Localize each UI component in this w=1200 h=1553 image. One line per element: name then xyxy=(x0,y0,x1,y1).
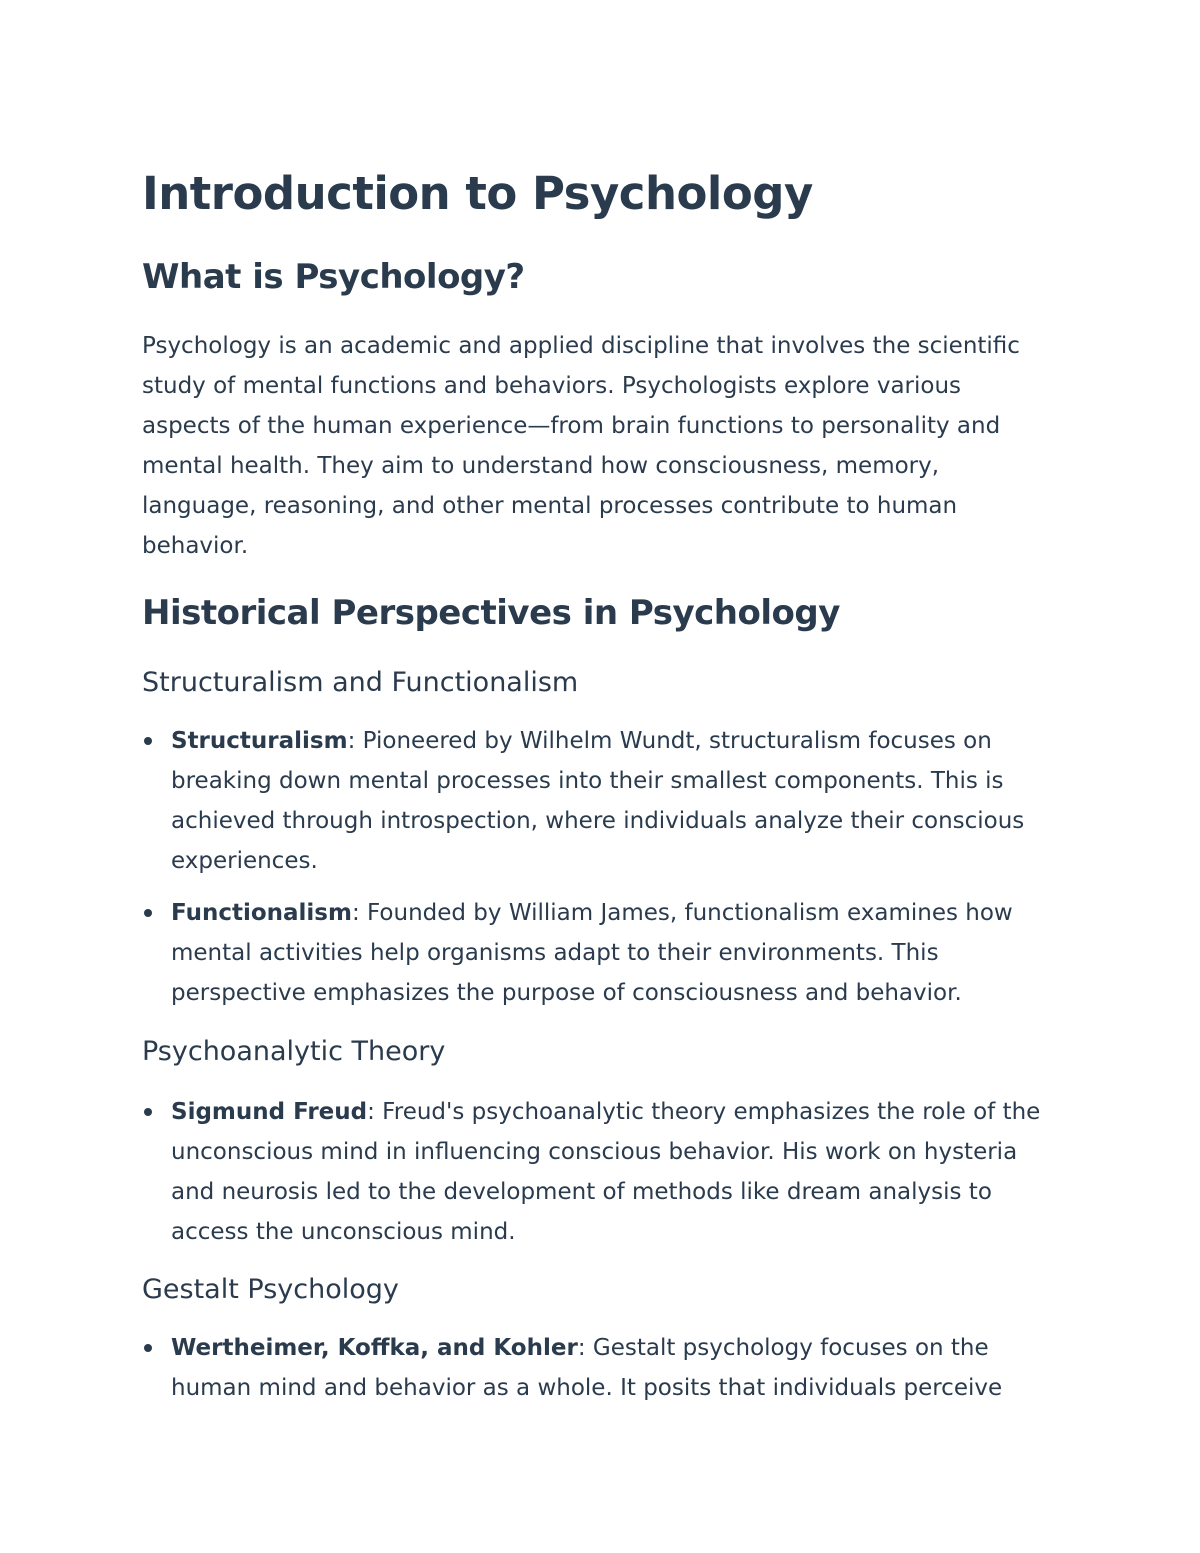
list-item-term: Structuralism xyxy=(171,728,348,754)
list-item-text: : Gestalt psychology focuses on the human mind and behavior as a whole. It posits that individuals perceive xyxy=(171,1335,1003,1401)
list-item-term: Sigmund Freud xyxy=(171,1099,368,1125)
subheading-psychoanalytic-theory: Psychoanalytic Theory xyxy=(142,1036,446,1067)
heading-what-is-psychology: What is Psychology? xyxy=(142,257,525,297)
list-structuralism-functionalism xyxy=(142,721,1062,1013)
heading-historical-perspectives: Historical Perspectives in Psychology xyxy=(142,593,840,633)
list-item xyxy=(142,893,1062,1013)
list-item-term: Functionalism xyxy=(171,900,352,926)
document-title: Introduction to Psychology xyxy=(142,167,813,220)
list-item xyxy=(142,1328,1062,1408)
list-gestalt-psychology xyxy=(142,1328,1062,1408)
bullet-icon xyxy=(144,909,152,917)
bullet-icon xyxy=(144,1344,152,1352)
paragraph-what-is-psychology: Psychology is an academic and applied discipline that involves the scientific study of mental functions and behaviors. Psychologists explore various aspects of the human experience—from brain functions to personality and mental health. They aim to understand how consciousness, memory, language, reasoning, and other mental processes contribute to human behavior. xyxy=(142,333,1020,559)
list-item-text: : Founded by William James, functionalism examines how mental activities help organisms adapt to their environments. This perspective emphasizes the purpose of consciousness and behavior. xyxy=(171,900,1013,1006)
bullet-icon xyxy=(144,1108,152,1116)
list-item-term: Wertheimer, Koffka, and Kohler xyxy=(171,1335,578,1361)
list-psychoanalytic-theory xyxy=(142,1092,1062,1252)
subheading-gestalt-psychology: Gestalt Psychology xyxy=(142,1274,399,1305)
list-item-text: : Freud's psychoanalytic theory emphasizes the role of the unconscious mind in influencing conscious behavior. His work on hysteria and neurosis led to the development of methods like dream analysis to access the unconscious mind. xyxy=(171,1099,1041,1245)
subheading-structuralism-functionalism: Structuralism and Functionalism xyxy=(142,667,579,698)
list-item-text: : Pioneered by Wilhelm Wundt, structuralism focuses on breaking down mental processes into their smallest components. This is achieved through introspection, where individuals analyze their conscious experiences. xyxy=(171,728,1025,874)
bullet-icon xyxy=(144,737,152,745)
list-item xyxy=(142,1092,1062,1252)
list-item xyxy=(142,721,1062,881)
